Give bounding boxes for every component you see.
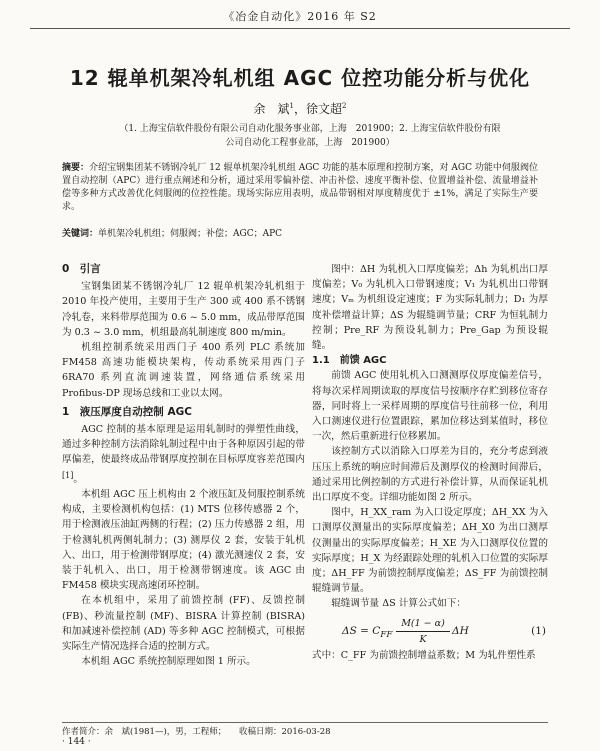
reference-1: [1] xyxy=(62,470,74,480)
equation-lhs-text: ΔS = C xyxy=(342,624,381,637)
equation-numerator: M(1 − α) xyxy=(396,616,450,632)
equation-number: (1) xyxy=(531,624,546,637)
paper-title: 12 辊单机架冷轧机组 AGC 位控功能分析与优化 xyxy=(69,66,531,90)
section-1-para-1-text: AGC 控制的基本原理是运用轧制时的弹塑性曲线，通过多种控制方法消除轧制过程中由于各种原因引起的带厚偏差，使最终成品带钢厚度控制在目标厚度容差范围内 xyxy=(62,424,305,466)
equation-lhs-sub: FF xyxy=(380,629,393,640)
author-1: 余 斌 xyxy=(253,102,290,116)
section-0-para-1: 宝钢集团某不锈钢冷轧厂 12 辊单机架冷轧机组于 2010 年投产使用，主要用于生产 300 或 400 系不锈钢冷轧卷，来料带厚范围为 0.6 ~ 5.0 mm，成品带厚范围为 0.3 ~ 3.0 mm，机组最高轧制速度 800 m/min。 xyxy=(62,281,305,338)
author-footnote: 作者简介：余 斌(1981—)，男，工程师； 收稿日期：2016-03-28 xyxy=(62,722,548,737)
figure-1-legend: 图中：ΔH 为轧机入口厚度偏差；Δh 为轧机出口厚度偏差；V₀ 为轧机入口带钢速度；V₁ 为轧机出口带钢速度；Vₘ 为机组设定速度；F 为实际轧制力；D₁ 为厚度补偿增益计算；ΔS 为辊缝调节量；CRF 为恒轧制力控制；Pre_RF 为预设轧制力；Pre_Gap 为预设辊缝。 xyxy=(312,264,548,352)
formula-explanation: 式中：C_FF 为前馈控制增益系数；M 为轧件塑性系 xyxy=(312,649,536,661)
section-0-heading: 0 引言 xyxy=(62,263,101,275)
section-1-heading: 1 液压厚度自动控制 AGC xyxy=(62,405,192,418)
section-1-para-2: 本机组 AGC 压上机构由 2 个液压缸及伺服控制系统构成，主要检测机构包括：(1) MTS 位移传感器 2 个，用于检测液压油缸两侧的行程；(2) 压力传感器 2 组，用于检测轧机两侧轧制力；(3) 测厚仪 2 套，安装于轧机入、出口，用于检测带钢厚度；(4) 激光测速仪 2 套，安装于轧机入、出口，用于检测带钢速度。该 AGC 由 FM458 模块实现高速闭环控制。 xyxy=(62,489,305,592)
section-1-1-heading: 1.1 前馈 AGC xyxy=(312,355,387,367)
left-column xyxy=(62,258,305,669)
author-line xyxy=(20,100,580,117)
equation-fraction xyxy=(396,616,450,647)
abstract-label: 摘要： xyxy=(62,163,90,173)
figure-2-legend: 图中，H_XX_ram 为入口设定厚度；ΔH_XX 为入口测厚仪测量出的实际厚度偏差；ΔH_X0 为出口测厚仪测量出的实际厚度偏差；H_XE 为入口测厚仪位置的实际厚度；H_X 为经跟踪处理的轧机入口位置的实际厚度；ΔH_FF 为前馈控制厚度偏差；ΔS_FF 为前馈控制辊缝调节量。 xyxy=(312,507,548,595)
keywords xyxy=(62,228,538,241)
section-1-para-3: 在本机组中，采用了前馈控制 (FF)、反馈控制 (FB)、秒流量控制 (MF)、BISRA 计算控制 (BISRA) 和加减速补偿控制 (AD) 等多种 AGC 控制模式，可根据实际生产情况选择合适的控制方式。 xyxy=(62,595,305,653)
affiliations xyxy=(60,122,560,150)
equation-denominator: K xyxy=(419,633,427,645)
keywords-text: 单机架冷轧机组；伺服阀；补偿；AGC；APC xyxy=(98,229,283,239)
right-column xyxy=(312,262,548,663)
section-1-1-para-2: 该控制方式以消除入口厚差为目的，充分考虑到液压压上系统的响应时间滞后及测厚仪的检测时间滞后，通过采用比例控制的方式进行补偿计算，从而保证轧机出口厚度不变。详细功能如图 2 所示。 xyxy=(312,446,548,504)
abstract xyxy=(62,162,538,214)
section-1-para-4: 本机组 AGC 系统控制原理如图 1 所示。 xyxy=(81,656,256,668)
journal-header: 《冶金自动化》2016 年 S2 xyxy=(30,8,570,29)
section-0-para-2: 机组控制系统采用西门子 400 系列 PLC 系统加 FM458 高速功能模块架构，传动系统采用西门子 6RA70 系列直流调速装置，网络通信系统采用 Profibus-DP 现场总线和工业以太网。 xyxy=(62,342,305,399)
affiliation-line-2: 公司自动化工程事业部，上海 201900） xyxy=(225,138,395,148)
author-separator: ， xyxy=(293,102,306,116)
equation-1 xyxy=(312,616,548,646)
formula-intro: 辊缝调节量 ΔS 计算公式如下： xyxy=(331,598,466,610)
affiliation-line-1: （1. 上海宝信软件股份有限公司自动化服务事业部，上海 201900；2. 上海宝信软件股份有限 xyxy=(119,124,501,134)
keywords-label: 关键词： xyxy=(62,229,99,239)
section-1-1-para-1: 前馈 AGC 使用轧机入口测测厚仪厚度偏差信号，将每次采样周期读取的厚度信号按顺序存贮到移位寄存器，同时将上一采样周期的厚度信号往前移一位，利用入口测速仪进行位置跟踪，累加位移达到某值时，移位一次，然后重新进行位移累加。 xyxy=(312,370,548,443)
equation-rhs: ΔH xyxy=(452,624,469,637)
equation-lhs xyxy=(342,624,392,643)
page-number: · 144 · xyxy=(62,737,91,747)
section-1-para-1-end: 。 xyxy=(73,473,83,485)
abstract-text: 介绍宝钢集团某不锈钢冷轧厂 12 辊单机架冷轧机组 AGC 功能的基本原理和控制方案，对 AGC 功能中伺服阀位置自动控制（APC）进行重点阐述和分析，通过采用零偏补偿、冲击补偿、速度平衡补偿、位置增益补偿、流量增益补偿等多种方式改善优化伺服阀的位控性能。现场实际应用表明，成品带钢相对厚度精度优于 ±1%，满足了实际生产要求。 xyxy=(62,163,538,212)
author-2-affil: 2 xyxy=(342,102,347,110)
author-1-affil: 1 xyxy=(289,102,294,110)
author-2: 徐文超 xyxy=(306,102,343,116)
section-1-para-1 xyxy=(62,422,305,487)
